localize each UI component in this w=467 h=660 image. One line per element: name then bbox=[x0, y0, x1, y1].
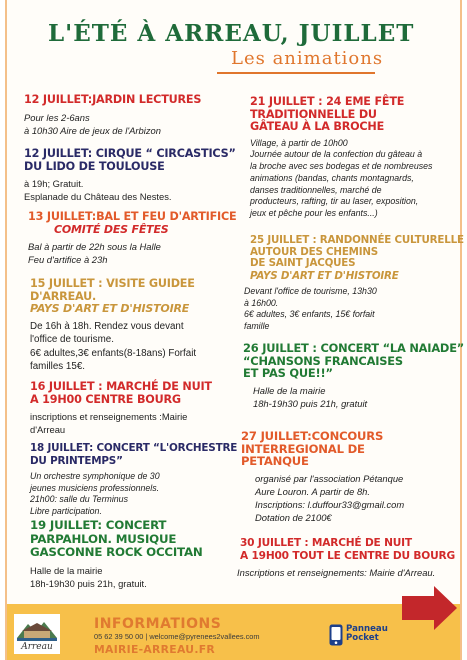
event-description: Village, à partir de 10h00 Journée autour de la confection du gâteau à la broche avec ses bodegas et de nombreuses animations (bandas, chants montagnards, danses traditionnelles, marché de producteurs, rafting, tir au laser, exposition, jeux et pêche pour les enfants...) bbox=[250, 137, 433, 219]
event-title: 25 JUILLET : RANDONNÉE CULTURELLE AUTOUR DES CHEMINS DE SAINT JACQUES bbox=[250, 234, 464, 270]
poster-subtitle: Les animations bbox=[231, 48, 384, 69]
event-organizer: PAYS D'ART ET D'HISTOIRE bbox=[30, 302, 190, 315]
event-15-juillet-visite bbox=[30, 278, 245, 374]
event-description: à 19h; Gratuit. Esplanade du Château des Nestes. bbox=[24, 178, 172, 203]
subtitle-underline bbox=[217, 72, 375, 74]
website-link[interactable]: MAIRIE-ARREAU.FR bbox=[94, 643, 216, 656]
arreau-logo bbox=[14, 614, 60, 654]
contact-info[interactable]: 05 62 39 50 00 | welcome@pyrenees2vallees.com bbox=[94, 632, 260, 641]
event-description: Inscriptions et renseignements: Mairie d'Arreau. bbox=[237, 567, 436, 578]
event-description: organisé par l'association Pétanque Aure Louron. A partir de 8h. Inscriptions: l.duffour33@gmail.com Dotation de 2100€ bbox=[255, 472, 405, 524]
event-16-juillet-marche bbox=[30, 381, 245, 436]
event-12-juillet-cirque bbox=[24, 148, 239, 203]
event-title: 12 JUILLET: CIRQUE “ CIRCASTICS” DU LIDO DE TOULOUSE bbox=[24, 147, 236, 173]
event-title: 21 JUILLET : 24 EME FÊTE TRADITIONNELLE DU GÂTEAU À LA BROCHE bbox=[250, 95, 405, 133]
event-title: 12 JUILLET:JARDIN LECTURES bbox=[24, 93, 202, 106]
event-title: 19 JUILLET: CONCERT PARPAHLON. MUSIQUE GASCONNE ROCK OCCITAN bbox=[30, 518, 203, 560]
event-19-juillet-concert bbox=[30, 519, 245, 590]
event-title: 16 JUILLET : MARCHÉ DE NUIT A 19H00 CENTRE BOURG bbox=[30, 380, 212, 406]
event-13-juillet-bal bbox=[28, 211, 243, 266]
event-21-juillet-fete bbox=[250, 96, 455, 220]
logo-text: Arreau bbox=[21, 642, 53, 652]
event-18-juillet-concert bbox=[30, 442, 245, 517]
event-title: 26 JUILLET : CONCERT “LA NAIADE” “CHANSONS FRANCAISES ET PAS QUE!!” bbox=[243, 341, 465, 380]
event-description: inscriptions et renseignements :Mairie d'Arreau bbox=[30, 411, 188, 436]
event-12-juillet-jardin bbox=[24, 94, 239, 137]
event-27-juillet-petanque bbox=[241, 430, 456, 524]
event-description: Halle de la mairie 18h-19h30 puis 21h, gratuit bbox=[253, 384, 368, 409]
info-title: INFORMATIONS bbox=[94, 616, 222, 632]
event-description: Bal à partir de 22h sous la Halle Feu d'artifice à 23h bbox=[28, 241, 161, 266]
event-title: 27 JUILLET:CONCOURS INTERREGIONAL DE PETANQUE bbox=[241, 429, 384, 468]
poster-title: L'ÉTÉ À ARREAU, JUILLET bbox=[48, 20, 415, 47]
event-title: 30 JUILLET : MARCHÉ DE NUIT A 19H00 TOUT LE CENTRE DU BOURG bbox=[240, 537, 455, 562]
event-description: Un orchestre symphonique de 30 jeunes musiciens professionnels. 21h00: salle du Terminus Libre participation. bbox=[30, 471, 160, 516]
event-30-juillet-marche bbox=[237, 537, 462, 579]
event-description: De 16h à 18h. Rendez vous devant l'office de tourisme. 6€ adultes,3€ enfants(8-18ans) Forfait familles 15€. bbox=[30, 320, 197, 373]
event-organizer: PAYS D'ART ET D'HISTOIRE bbox=[250, 269, 399, 282]
event-description: Devant l'office de tourisme, 13h30 à 16h00. 6€ adultes, 3€ enfants, 15€ forfait famille bbox=[244, 286, 377, 332]
event-title: 18 JUILLET: CONCERT “L'ORCHESTRE DU PRINTEMPS” bbox=[30, 442, 238, 467]
event-25-juillet-randonnee bbox=[244, 234, 464, 333]
event-title: 13 JUILLET:BAL ET FEU D'ARTIFICE bbox=[28, 210, 237, 223]
event-26-juillet-concert bbox=[243, 341, 465, 410]
panneau-pocket-label[interactable]: Panneau Pocket bbox=[346, 624, 388, 644]
event-description: Halle de la mairie 18h-19h30 puis 21h, gratuit. bbox=[30, 564, 147, 589]
event-title: 15 JUILLET : VISITE GUIDEE D'ARREAU. bbox=[30, 277, 195, 303]
arrow-right-icon bbox=[402, 586, 457, 630]
panneau-pocket-icon bbox=[329, 624, 343, 646]
event-organizer: COMITÉ DES FÊTES bbox=[54, 222, 169, 236]
event-description: Pour les 2-6ans à 10h30 Aire de jeux de l'Arbizon bbox=[24, 111, 161, 136]
